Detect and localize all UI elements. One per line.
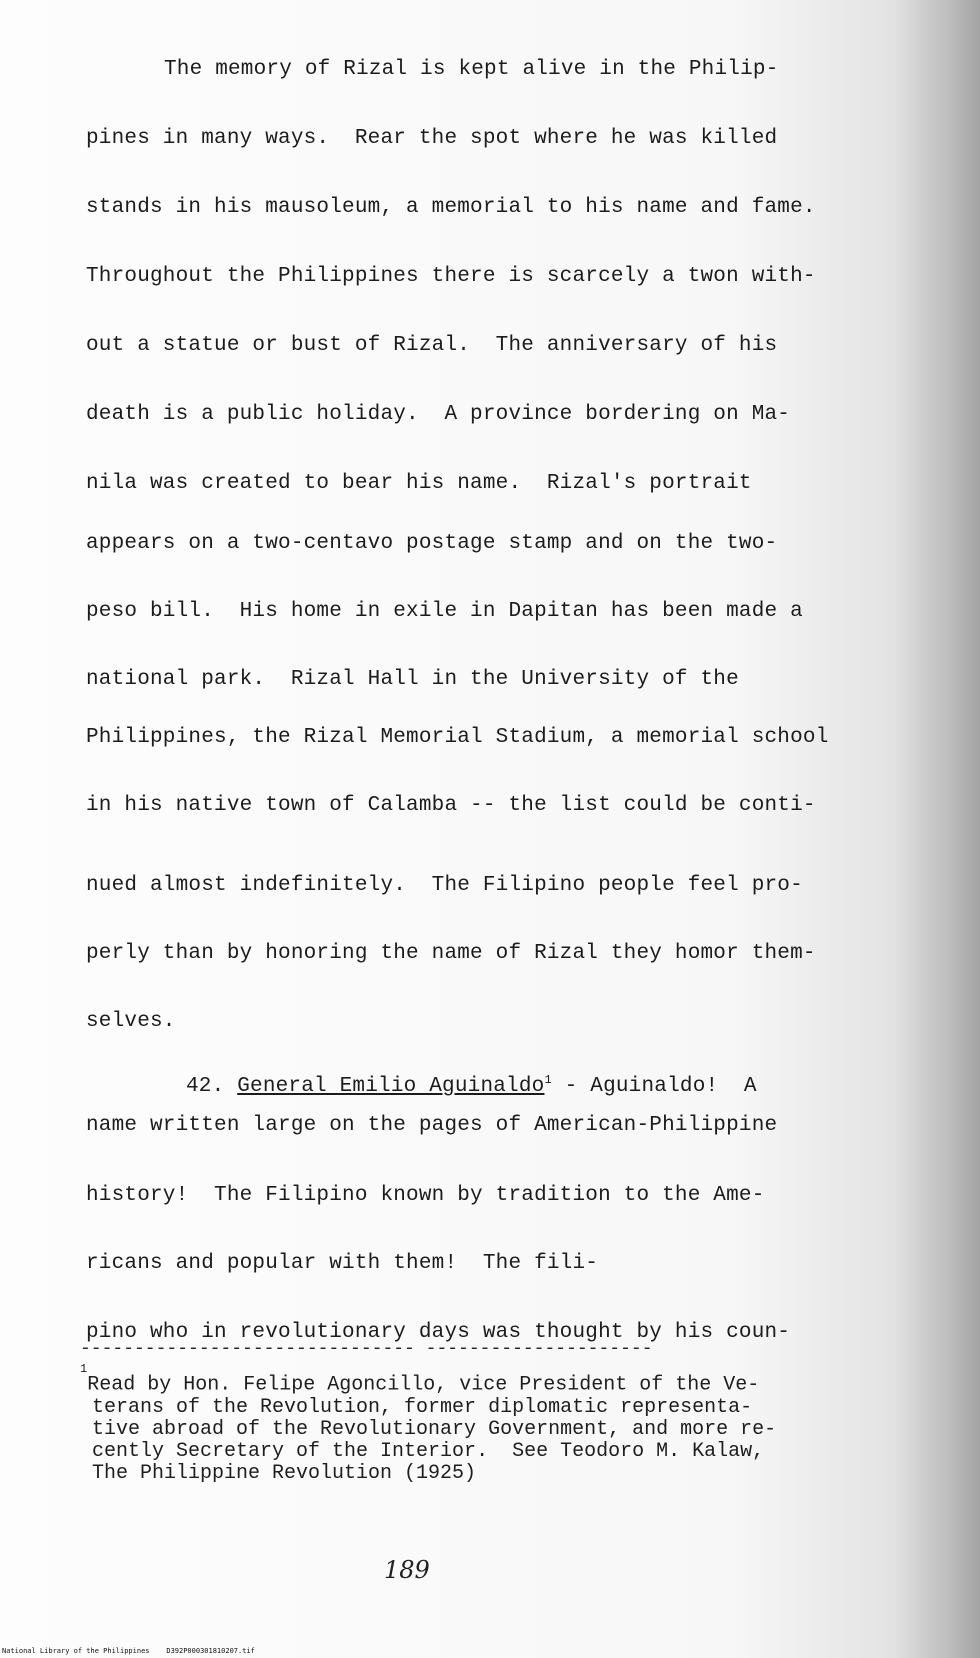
section-line: name written large on the pages of American-Philippine bbox=[86, 1114, 778, 1137]
body-line: stands in his mausoleum, a memorial to his name and fame. bbox=[86, 196, 816, 219]
section-heading: General Emilio Aguinaldo bbox=[237, 1075, 545, 1098]
body-line: in his native town of Calamba -- the list could be conti- bbox=[86, 794, 816, 817]
body-line: Throughout the Philippines there is scarcely a twon with- bbox=[86, 265, 816, 288]
footnote-separator: ------------------------------- --------------------- bbox=[80, 1339, 653, 1359]
body-line: Philippines, the Rizal Memorial Stadium, a memorial school bbox=[86, 726, 829, 749]
page-number: 189 bbox=[384, 1556, 430, 1584]
section-line: ricans and popular with them! The fili- bbox=[86, 1252, 599, 1275]
section-heading-rest: - Aguinaldo! A bbox=[551, 1075, 757, 1098]
footnote-line: terans of the Revolution, former diplomatic representa- bbox=[92, 1395, 753, 1419]
body-line: perly than by honoring the name of Rizal they homor them- bbox=[86, 942, 816, 965]
body-line: peso bill. His home in exile in Dapitan has been made a bbox=[86, 600, 803, 623]
footnote-line: tive abroad of the Revolutionary Government, and more re- bbox=[92, 1417, 777, 1441]
body-line: pines in many ways. Rear the spot where he was killed bbox=[86, 127, 778, 150]
footnote-line: Read by Hon. Felipe Agoncillo, vice President of the Ve- bbox=[87, 1373, 760, 1397]
section-line: pino who in revolutionary days was thought by his coun- bbox=[86, 1321, 791, 1344]
body-line: nued almost indefinitely. The Filipino people feel pro- bbox=[86, 874, 803, 897]
scan-credit: National Library of the Philippines D392P000301810207.tif bbox=[2, 1647, 255, 1655]
body-line: nila was created to bear his name. Rizal's portrait bbox=[86, 472, 752, 495]
section-number: 42. bbox=[186, 1075, 225, 1098]
footnote-reference: 1 bbox=[544, 1073, 552, 1087]
scan-edge-shadow bbox=[895, 0, 980, 1658]
body-line: national park. Rizal Hall in the University of the bbox=[86, 668, 739, 691]
body-line: out a statue or bust of Rizal. The anniversary of his bbox=[86, 334, 778, 357]
body-line: The memory of Rizal is kept alive in the Philip- bbox=[164, 58, 779, 81]
body-line: selves. bbox=[86, 1010, 176, 1033]
footnote-mark: 1 bbox=[80, 1362, 88, 1376]
body-line: appears on a two-centavo postage stamp and on the two- bbox=[86, 532, 778, 555]
body-line: death is a public holiday. A province bordering on Ma- bbox=[86, 403, 791, 426]
footnote-line: cently Secretary of the Interior. See Teodoro M. Kalaw, bbox=[92, 1439, 765, 1463]
section-line: history! The Filipino known by tradition to the Ame- bbox=[86, 1184, 765, 1207]
section-heading-line bbox=[186, 1067, 757, 1100]
footnote-line: The Philippine Revolution (1925) bbox=[92, 1461, 477, 1485]
footnote bbox=[80, 1362, 777, 1485]
